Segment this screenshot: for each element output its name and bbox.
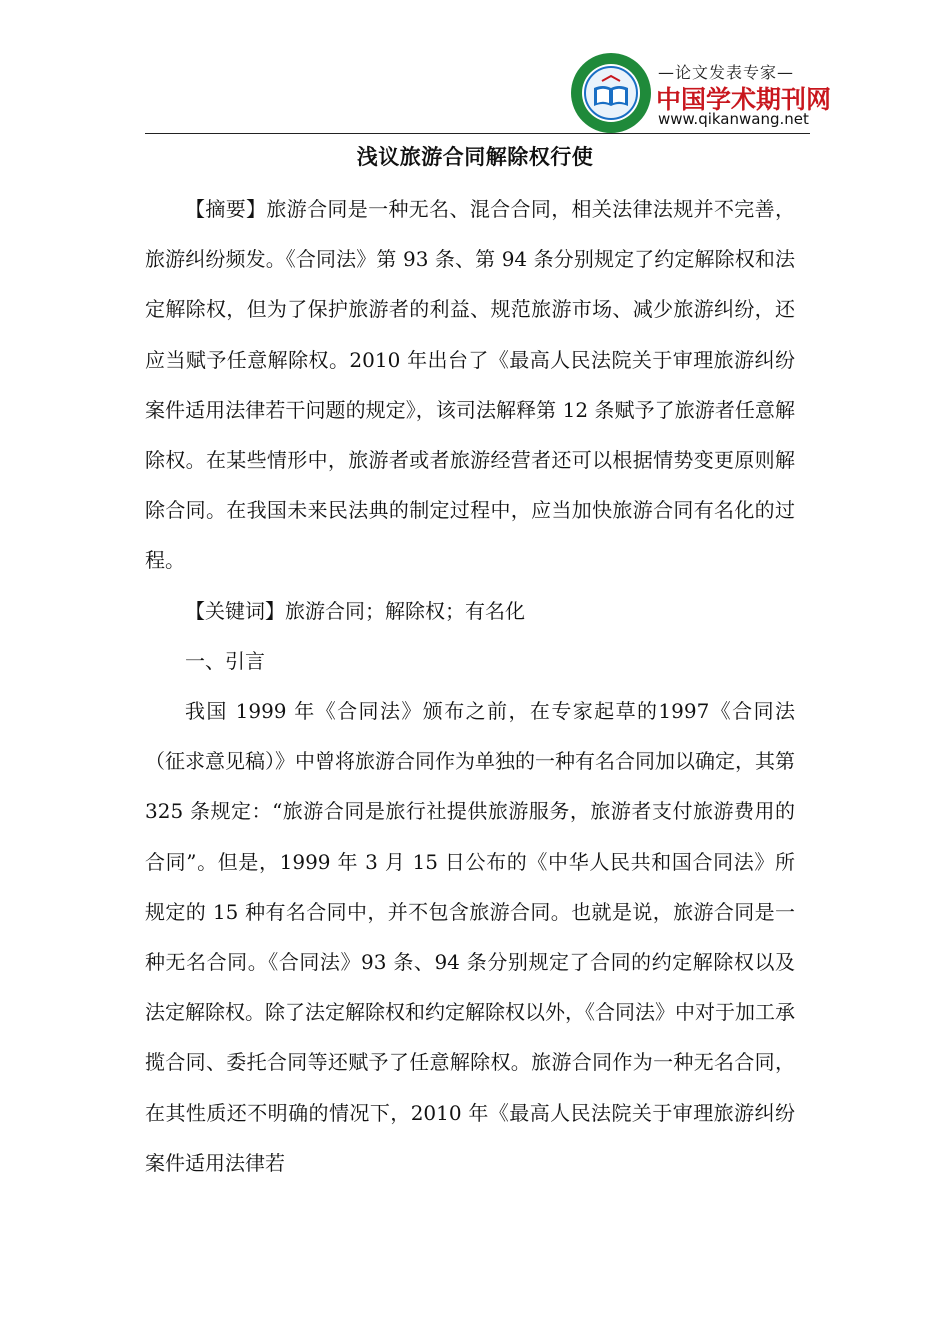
seal-book-icon [570,52,652,134]
document-body [145,184,795,1188]
header-divider [145,133,810,134]
keywords-paragraph: 【关键词】旅游合同；解除权；有名化 [185,598,525,623]
site-logo [570,52,832,134]
section-heading-introduction: 一、引言 [185,648,265,673]
logo-brand-name: 中国学术期刊网 [656,85,832,114]
body-paragraph: 我国 1999 年《合同法》颁布之前，在专家起草的1997《合同法（征求意见稿）》中曾将旅游合同作为单独的一种有名合同加以确定，其第 325 条规定：“旅游合同是旅行社提供旅游服务，旅游者支付旅游费用的合同”。但是，1999 年 3 月 15 日公布的《中华人民共和国合同法》所规定的 15 种有名合同中，并不包含旅游合同。也就是说，旅游合同是一种无名合同。《合同法》93 条、94 条分别规定了合同的约定解除权以及法定解除权。除了法定解除权和约定解除权以外，《合同法》中对于加工承揽合同、委托合同等还赋予了任意解除权。旅游合同作为一种无名合同，在其性质还不明确的情况下，2010 年《最高人民法院关于审理旅游纠纷案件适用法律若 [145,699,795,1175]
logo-tagline: —论文发表专家— [658,63,795,82]
logo-url: www.qikanwang.net [658,110,809,128]
abstract-paragraph: 【摘要】旅游合同是一种无名、混合合同，相关法律法规并不完善，旅游纠纷频发。《合同法》第 93 条、第 94 条分别规定了约定解除权和法定解除权，但为了保护旅游者的利益、规范旅游市场、减少旅游纠纷，还应当赋予任意解除权。2010 年出台了《最高人民法院关于审理旅游纠纷案件适用法律若干问题的规定》，该司法解释第 12 条赋予了旅游者任意解除权。在某些情形中，旅游者或者旅游经营者还可以根据情势变更原则解除合同。在我国未来民法典的制定过程中，应当加快旅游合同有名化的过程。 [145,197,795,573]
document-title: 浅议旅游合同解除权行使 [356,145,594,169]
